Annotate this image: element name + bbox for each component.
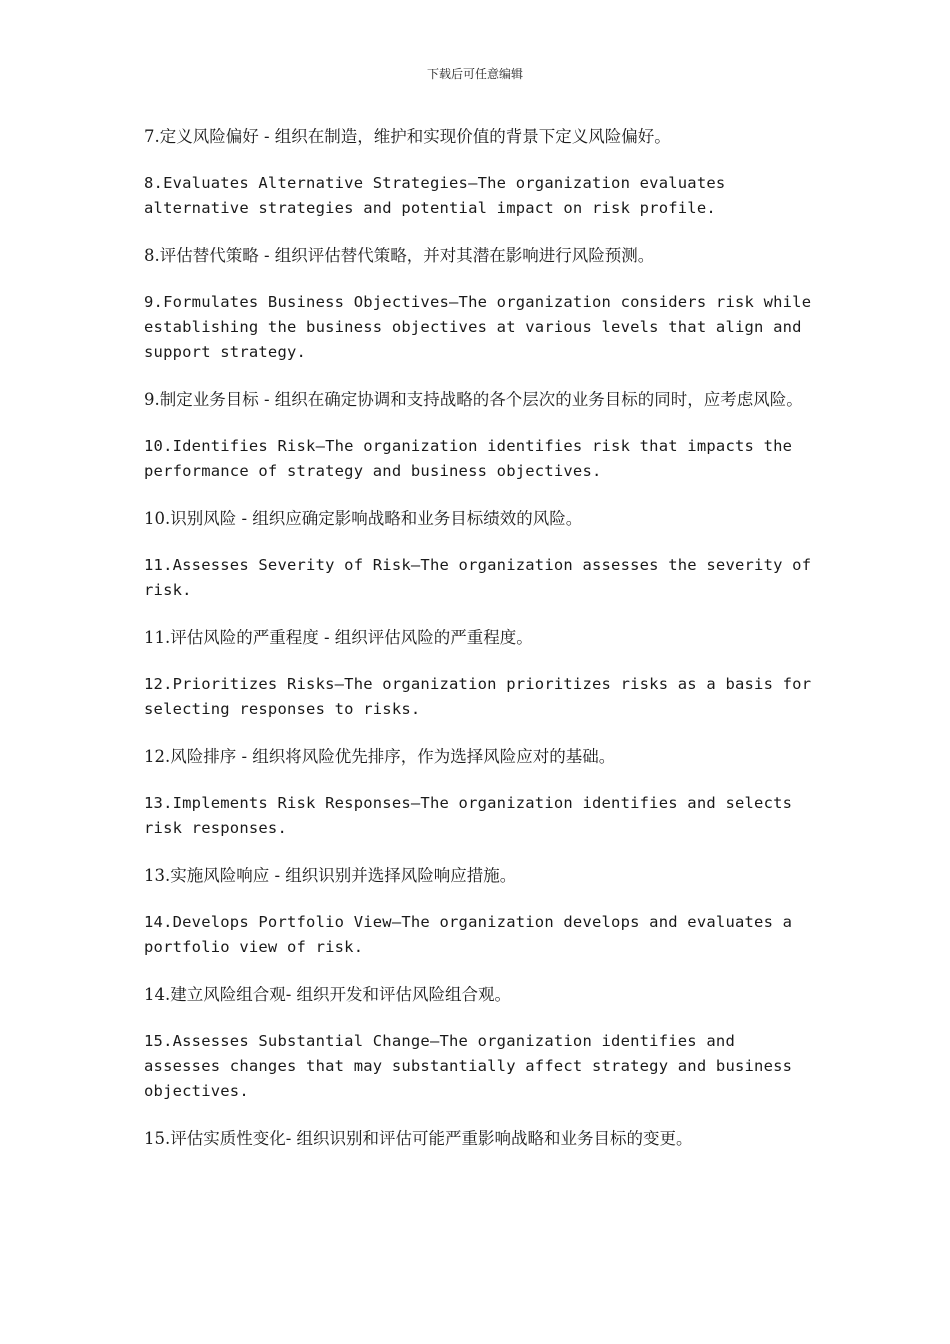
paragraph-10-zh: 10.识别风险 - 组织应确定影响战略和业务目标绩效的风险。 (144, 509, 583, 528)
paragraph-10-en: 10.Identifies Risk—The organization identifies risk that impacts the performance of strategy and business objectives. (144, 437, 793, 480)
paragraph-12-en: 12.Prioritizes Risks—The organization prioritizes risks as a basis for selecting responses to risks. (144, 675, 812, 718)
header-note: 下载后可任意编辑 (426, 67, 523, 81)
paragraph-9-en: 9.Formulates Business Objectives—The organization considers risk while establishing the business objectives at various levels that align and support strategy. (144, 293, 812, 361)
paragraph-11-en: 11.Assesses Severity of Risk—The organization assesses the severity of risk. (144, 556, 812, 599)
paragraph-8-zh: 8.评估替代策略 - 组织评估替代策略，并对其潜在影响进行风险预测。 (144, 246, 655, 265)
paragraph-8-en: 8.Evaluates Alternative Strategies—The organization evaluates alternative strategies and potential impact on risk profile. (144, 174, 726, 217)
paragraph-11-zh: 11.评估风险的严重程度 - 组织评估风险的严重程度。 (144, 628, 533, 647)
paragraph-13-zh: 13.实施风险响应 - 组织识别并选择风险响应措施。 (144, 866, 517, 885)
document-body (144, 124, 814, 1173)
paragraph-15-zh: 15.评估实质性变化- 组织识别和评估可能严重影响战略和业务目标的变更。 (144, 1129, 693, 1148)
paragraph-14-zh: 14.建立风险组合观- 组织开发和评估风险组合观。 (144, 985, 512, 1004)
paragraph-13-en: 13.Implements Risk Responses—The organization identifies and selects risk responses. (144, 794, 793, 837)
paragraph-14-en: 14.Develops Portfolio View—The organization develops and evaluates a portfolio view of risk. (144, 913, 793, 956)
paragraph-9-zh: 9.制定业务目标 - 组织在确定协调和支持战略的各个层次的业务目标的同时，应考虑风险。 (144, 390, 803, 409)
paragraph-7-zh: 7.定义风险偏好 - 组织在制造，维护和实现价值的背景下定义风险偏好。 (144, 127, 671, 146)
paragraph-15-en: 15.Assesses Substantial Change—The organization identifies and assesses changes that may substantially affect strategy and business objectives. (144, 1032, 793, 1100)
paragraph-12-zh: 12.风险排序 - 组织将风险优先排序，作为选择风险应对的基础。 (144, 747, 616, 766)
